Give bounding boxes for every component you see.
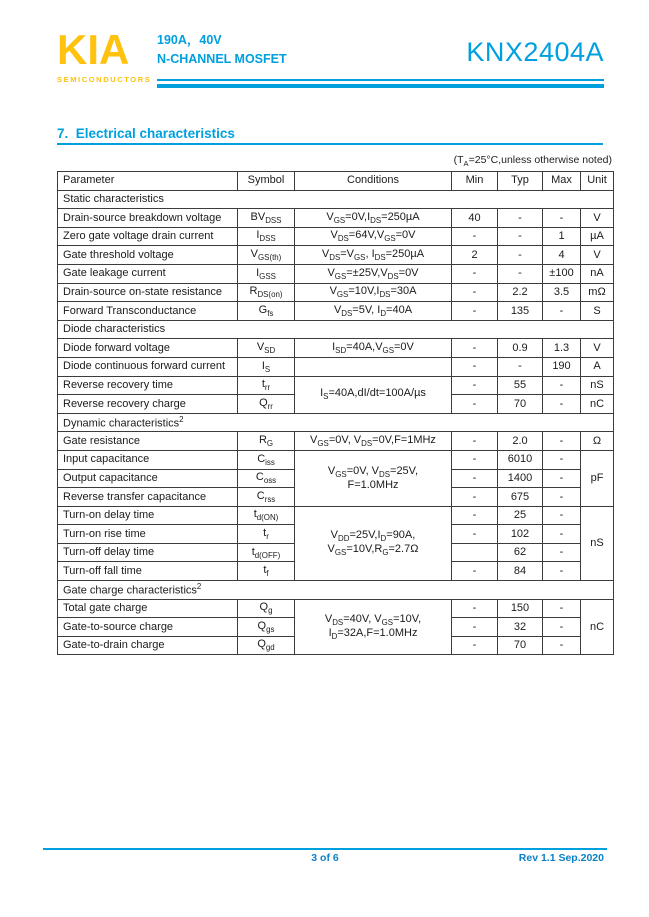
table-cell: $V_{GS}=0V,I_{DS}=250\mu A$ bbox=[295, 209, 452, 228]
table-cell: 675 bbox=[498, 488, 543, 507]
table-cell: 1.3 bbox=[543, 339, 581, 358]
table-cell: - bbox=[543, 543, 581, 562]
column-header: Typ bbox=[498, 172, 543, 191]
table-cell: Gate leakage current bbox=[58, 264, 238, 283]
table-cell: - bbox=[543, 302, 581, 321]
table-cell: 4 bbox=[543, 246, 581, 265]
table-cell: A bbox=[581, 357, 614, 376]
revision-label: Rev 1.1 Sep.2020 bbox=[518, 852, 604, 864]
table-cell: Reverse recovery time bbox=[58, 376, 238, 395]
table-cell: $V_{SD}$ bbox=[238, 339, 295, 358]
table-cell: $I_{SD}=40A,V_{GS}=0V$ bbox=[295, 339, 452, 358]
table-cell: - bbox=[452, 395, 498, 414]
table-cell: $t_{d(ON)}$ bbox=[238, 506, 295, 525]
table-cell: V bbox=[581, 209, 614, 228]
table-cell: - bbox=[543, 618, 581, 637]
table-cell: nS bbox=[581, 376, 614, 395]
table-cell: $V_{DS}=V_{GS}$, $I_{DS}=250\mu A$ bbox=[295, 246, 452, 265]
table-cell: - bbox=[543, 636, 581, 655]
table-cell: Forward Transconductance bbox=[58, 302, 238, 321]
table-cell: Gate-to-source charge bbox=[58, 618, 238, 637]
table-row bbox=[58, 339, 614, 358]
table-cell: 2 bbox=[452, 246, 498, 265]
device-type-line: N-CHANNEL MOSFET bbox=[157, 52, 287, 66]
table-cell: $C_{oss}$ bbox=[238, 469, 295, 488]
column-header: Max bbox=[543, 172, 581, 191]
table-cell: nS bbox=[581, 506, 614, 580]
table-cell: - bbox=[452, 618, 498, 637]
rating-line: 190A，40V bbox=[157, 33, 222, 47]
table-cell: - bbox=[452, 506, 498, 525]
table-row bbox=[58, 357, 614, 376]
table-cell: Reverse recovery charge bbox=[58, 395, 238, 414]
table-cell: nA bbox=[581, 264, 614, 283]
table-cell: - bbox=[452, 264, 498, 283]
table-cell: - bbox=[452, 488, 498, 507]
table-cell: Gate-to-drain charge bbox=[58, 636, 238, 655]
table-cell: 62 bbox=[498, 543, 543, 562]
table-cell: Input capacitance bbox=[58, 450, 238, 469]
column-header: Parameter bbox=[58, 172, 238, 191]
table-cell: 135 bbox=[498, 302, 543, 321]
table-cell: $V_{GS}=10V,I_{DS}=30A$ bbox=[295, 283, 452, 302]
table-cell: nC bbox=[581, 599, 614, 655]
table-cell: $V_{DD}=25V,I_D=90A$, $V_{GS}=10V,R_G=2.7\Omega$ bbox=[295, 506, 452, 580]
logo-subtitle: SEMICONDUCTORS bbox=[57, 75, 152, 85]
table-cell: - bbox=[498, 209, 543, 228]
table-cell: $Q_{rr}$ bbox=[238, 395, 295, 414]
section-row bbox=[58, 413, 614, 432]
table-cell: mΩ bbox=[581, 283, 614, 302]
table-cell: $V_{GS}=0V$, $V_{DS}=0V,F=1MHz$ bbox=[295, 432, 452, 451]
table-cell: $G_{fs}$ bbox=[238, 302, 295, 321]
table-cell: S bbox=[581, 302, 614, 321]
table-cell: $C_{iss}$ bbox=[238, 450, 295, 469]
table-cell: Gate threshold voltage bbox=[58, 246, 238, 265]
table-cell: Diode characteristics bbox=[58, 320, 614, 339]
table-row bbox=[58, 283, 614, 302]
table-cell: - bbox=[498, 357, 543, 376]
table-row bbox=[58, 506, 614, 525]
table-cell: 1 bbox=[543, 227, 581, 246]
table-cell: - bbox=[452, 376, 498, 395]
table-header-row bbox=[58, 172, 614, 191]
section-row bbox=[58, 581, 614, 600]
table-cell: $V_{DS}=64V,V_{GS}=0V$ bbox=[295, 227, 452, 246]
header-rule-thick bbox=[157, 84, 604, 88]
table-cell: 2.0 bbox=[498, 432, 543, 451]
table-cell: - bbox=[452, 469, 498, 488]
table-cell: - bbox=[452, 636, 498, 655]
table-cell: 0.9 bbox=[498, 339, 543, 358]
table-cell: $Q_{gs}$ bbox=[238, 618, 295, 637]
table-cell: Ω bbox=[581, 432, 614, 451]
table-row bbox=[58, 376, 614, 395]
table-cell: 6010 bbox=[498, 450, 543, 469]
device-summary bbox=[157, 31, 287, 69]
table-cell: $Q_{gd}$ bbox=[238, 636, 295, 655]
table-cell: 190 bbox=[543, 357, 581, 376]
table-cell: $I_S$ bbox=[238, 357, 295, 376]
table-cell: - bbox=[452, 227, 498, 246]
table-row bbox=[58, 432, 614, 451]
page-number: 3 of 6 bbox=[311, 852, 339, 864]
section-row bbox=[58, 190, 614, 209]
table-cell: Reverse transfer capacitance bbox=[58, 488, 238, 507]
table-cell: $V_{DS}=40V$, $V_{GS}=10V$, $I_D=32A,F=1.0MHz$ bbox=[295, 599, 452, 655]
table-row bbox=[58, 209, 614, 228]
table-cell: 1400 bbox=[498, 469, 543, 488]
table-cell: 32 bbox=[498, 618, 543, 637]
table-cell: - bbox=[452, 357, 498, 376]
table-cell: $V_{GS}=0V$, $V_{DS}=25V$, F=1.0MHz bbox=[295, 450, 452, 506]
table-cell: 3.5 bbox=[543, 283, 581, 302]
table-cell: - bbox=[452, 339, 498, 358]
table-cell: 84 bbox=[498, 562, 543, 581]
table-cell: Drain-source on-state resistance bbox=[58, 283, 238, 302]
table-cell: - bbox=[543, 209, 581, 228]
table-cell: - bbox=[498, 264, 543, 283]
electrical-characteristics-table bbox=[57, 171, 614, 655]
table-cell: Zero gate voltage drain current bbox=[58, 227, 238, 246]
table-cell: $V_{GS(th)}$ bbox=[238, 246, 295, 265]
table-cell: - bbox=[543, 599, 581, 618]
table-cell: Diode forward voltage bbox=[58, 339, 238, 358]
table-cell: 40 bbox=[452, 209, 498, 228]
table-cell: Dynamic characteristics$^2$ bbox=[58, 413, 614, 432]
table-cell: - bbox=[543, 376, 581, 395]
table-cell: - bbox=[498, 227, 543, 246]
table-cell bbox=[452, 543, 498, 562]
table-cell: - bbox=[543, 432, 581, 451]
table-cell: Turn-off fall time bbox=[58, 562, 238, 581]
table-cell: 70 bbox=[498, 636, 543, 655]
table-cell: V bbox=[581, 339, 614, 358]
table-cell: - bbox=[452, 599, 498, 618]
table-cell: V bbox=[581, 246, 614, 265]
table-cell: 150 bbox=[498, 599, 543, 618]
table-cell: $t_{rr}$ bbox=[238, 376, 295, 395]
table-cell: 70 bbox=[498, 395, 543, 414]
footer-rule bbox=[43, 848, 607, 850]
table-cell: 102 bbox=[498, 525, 543, 544]
table-cell: - bbox=[543, 506, 581, 525]
table-cell: nC bbox=[581, 395, 614, 414]
table-cell: $V_{GS}=\pm 25V,V_{DS}=0V$ bbox=[295, 264, 452, 283]
table-cell: Gate resistance bbox=[58, 432, 238, 451]
table-cell: - bbox=[452, 283, 498, 302]
table-cell: $R_{DS(on)}$ bbox=[238, 283, 295, 302]
table-cell: ±100 bbox=[543, 264, 581, 283]
table-cell: Output capacitance bbox=[58, 469, 238, 488]
table-row bbox=[58, 246, 614, 265]
table-cell: - bbox=[452, 302, 498, 321]
brand-logo bbox=[57, 28, 152, 84]
table-cell: - bbox=[452, 450, 498, 469]
section-row bbox=[58, 320, 614, 339]
section-title: 7. Electrical characteristics bbox=[57, 126, 603, 145]
table-row bbox=[58, 599, 614, 618]
part-number: KNX2404A bbox=[466, 37, 604, 67]
table-cell: Diode continuous forward current bbox=[58, 357, 238, 376]
table-row bbox=[58, 227, 614, 246]
table-cell: µA bbox=[581, 227, 614, 246]
table-cell: - bbox=[452, 525, 498, 544]
table-cell: 55 bbox=[498, 376, 543, 395]
table-cell: - bbox=[498, 246, 543, 265]
table-cell: $I_{GSS}$ bbox=[238, 264, 295, 283]
table-cell: Gate charge characteristics$^2$ bbox=[58, 581, 614, 600]
column-header: Unit bbox=[581, 172, 614, 191]
table-cell: 25 bbox=[498, 506, 543, 525]
table-cell: $BV_{DSS}$ bbox=[238, 209, 295, 228]
table-cell: $t_f$ bbox=[238, 562, 295, 581]
table-cell: $I_S=40A,dI/dt=100A/\mu s$ bbox=[295, 376, 452, 413]
table-cell: $V_{DS}=5V$, $I_D=40A$ bbox=[295, 302, 452, 321]
table-cell: $Q_g$ bbox=[238, 599, 295, 618]
table-cell: - bbox=[543, 525, 581, 544]
table-cell: $R_G$ bbox=[238, 432, 295, 451]
table-cell: - bbox=[452, 432, 498, 451]
table-cell: - bbox=[543, 450, 581, 469]
table-cell: 2.2 bbox=[498, 283, 543, 302]
table-cell: Drain-source breakdown voltage bbox=[58, 209, 238, 228]
table-row bbox=[58, 302, 614, 321]
table-cell: Static characteristics bbox=[58, 190, 614, 209]
table-cell: Total gate charge bbox=[58, 599, 238, 618]
table-cell: Turn-on delay time bbox=[58, 506, 238, 525]
table-cell: $t_r$ bbox=[238, 525, 295, 544]
table-row bbox=[58, 264, 614, 283]
test-condition-note: ($T_A=25^\circ C,unless$ otherwise noted) bbox=[453, 154, 612, 169]
table-cell: $I_{DSS}$ bbox=[238, 227, 295, 246]
table-cell: Turn-on rise time bbox=[58, 525, 238, 544]
table-cell: $t_{d(OFF)}$ bbox=[238, 543, 295, 562]
column-header: Symbol bbox=[238, 172, 295, 191]
kia-logo-text: KIA bbox=[57, 26, 130, 73]
table-cell: - bbox=[543, 562, 581, 581]
table-row bbox=[58, 450, 614, 469]
column-header: Min bbox=[452, 172, 498, 191]
column-header: Conditions bbox=[295, 172, 452, 191]
table-cell: Turn-off delay time bbox=[58, 543, 238, 562]
table-cell: - bbox=[543, 395, 581, 414]
table-cell: $C_{rss}$ bbox=[238, 488, 295, 507]
table-cell: pF bbox=[581, 450, 614, 506]
header-rule-thin bbox=[157, 79, 604, 81]
table-cell: - bbox=[543, 469, 581, 488]
table-cell bbox=[295, 357, 452, 376]
table-cell: - bbox=[452, 562, 498, 581]
table-cell: - bbox=[543, 488, 581, 507]
